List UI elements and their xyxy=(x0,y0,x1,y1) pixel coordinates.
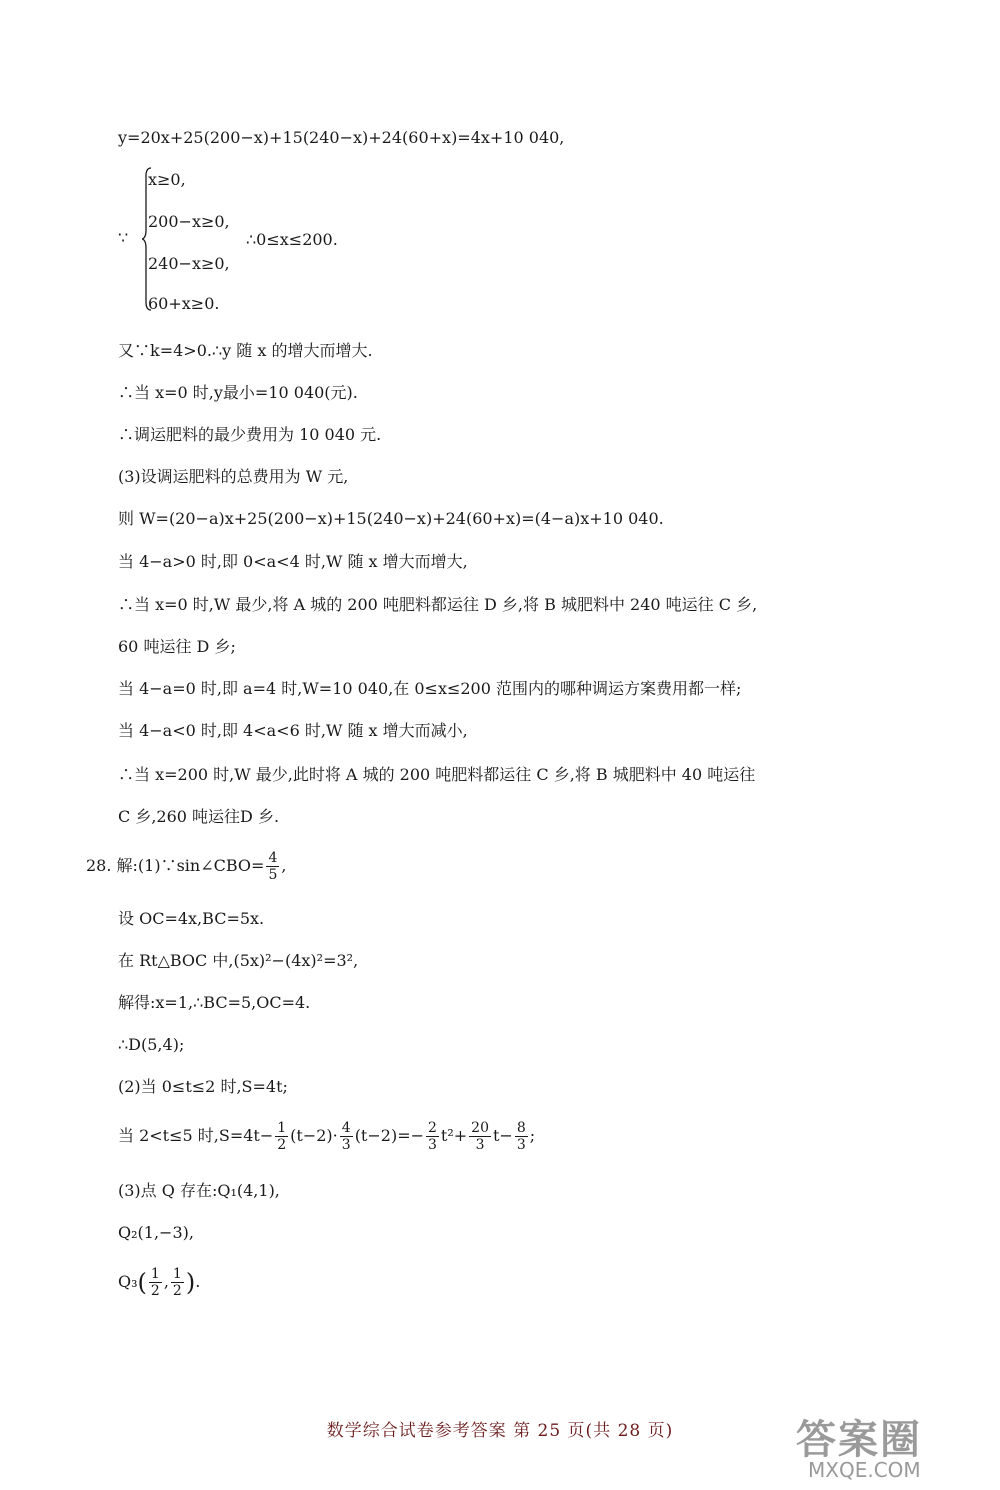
fraction: $\frac{20}{3}$ xyxy=(471,1120,489,1153)
inequality-row: 60+x≥0. xyxy=(148,294,220,313)
inequality-row: 240−x≥0, xyxy=(148,254,230,273)
text-line: ∴调运肥料的最少费用为 10 040 元. xyxy=(118,425,382,444)
inequality-row: x≥0, xyxy=(148,170,186,189)
text-line: 当 4−a=0 时,即 a=4 时,W=10 040,在 0≤x≤200 范围内的哪种调运方案费用都一样; xyxy=(118,679,742,698)
fraction: $\frac{1}{2}$ xyxy=(172,1266,182,1299)
text-line: ∴当 x=0 时,y最小=10 040(元). xyxy=(118,383,358,402)
text-line: (2)当 0≤t≤2 时,S=4t; xyxy=(118,1077,288,1096)
text-line: ∴当 x=0 时,W 最少,将 A 城的 200 吨肥料都运往 D 乡,将 B 城肥料中 240 吨运往 C 乡, xyxy=(118,595,758,614)
fraction: $\frac{4}{3}$ xyxy=(341,1120,351,1153)
text-line: 解得:x=1,∴BC=5,OC=4. xyxy=(118,993,311,1012)
watermark-url: MXQE.COM xyxy=(808,1458,921,1482)
text-line: 又∵k=4>0.∴y 随 x 的增大而增大. xyxy=(118,341,373,360)
inequality-system xyxy=(118,166,438,316)
inequality-row: 200−x≥0, xyxy=(148,212,230,231)
watermark-logo xyxy=(796,1408,976,1482)
text-line: Q₂(1,−3), xyxy=(118,1223,194,1242)
text-line: C 乡,260 吨运往D 乡. xyxy=(118,807,280,826)
fraction: $\frac{2}{3}$ xyxy=(428,1120,437,1153)
text-line: 则 W=(20−a)x+25(200−x)+15(240−x)+24(60+x)=(4−a)x+10 040. xyxy=(118,509,664,528)
page-footer: 数学综合试卷参考答案 第 25 页(共 28 页) xyxy=(326,1421,674,1441)
text-line: 在 Rt△BOC 中,(5x)²−(4x)²=3², xyxy=(118,951,359,970)
fraction: $\frac{8}{3}$ xyxy=(516,1120,526,1153)
text-line: 设 OC=4x,BC=5x. xyxy=(118,909,265,928)
question-28-prefix: 28. 解:(1)∵sin∠CBO= xyxy=(86,856,265,875)
text-line: (3)设调运肥料的总费用为 W 元, xyxy=(118,467,349,486)
text-line: ∴当 x=200 时,W 最少,此时将 A 城的 200 吨肥料都运往 C 乡,将 B 城肥料中 40 吨运往 xyxy=(118,765,756,784)
question-28-line: 28. 解:(1)∵sin∠CBO= $\frac{4}{5}$ , xyxy=(86,850,287,883)
equation-y: y=20x+25(200−x)+15(240−x)+24(60+x)=4x+10 040, xyxy=(118,128,565,147)
text-line: ∴D(5,4); xyxy=(118,1035,185,1054)
watermark-text: 答案圈 xyxy=(796,1417,922,1463)
fraction: $\frac{1}{2}$ xyxy=(150,1266,160,1299)
inequality-result: ∴0≤x≤200. xyxy=(246,230,338,249)
point-q3: Q₃( $\frac{1}{2}$ , $\frac{1}{2}$ ). xyxy=(118,1266,201,1299)
because-symbol: ∵ xyxy=(118,228,129,247)
equation-s: 当 2<t≤5 时,S=4t− $\frac{1}{2}$ (t−2)· $\frac{4}{3}$ (t−2)=− $\frac{2}{3}$ t²+ $\frac{20}{3}$ t− $\frac{8}{3}$ ; xyxy=(118,1120,536,1153)
fraction: $\frac{4}{5}$ xyxy=(268,850,278,883)
text-line: 当 4−a>0 时,即 0<a<4 时,W 随 x 增大而增大, xyxy=(118,552,468,571)
text-line: 60 吨运往 D 乡; xyxy=(118,637,236,656)
text-line: 当 4−a<0 时,即 4<a<6 时,W 随 x 增大而减小, xyxy=(118,721,468,740)
fraction: $\frac{1}{2}$ xyxy=(277,1120,287,1153)
text-line: (3)点 Q 存在:Q₁(4,1), xyxy=(118,1181,280,1200)
